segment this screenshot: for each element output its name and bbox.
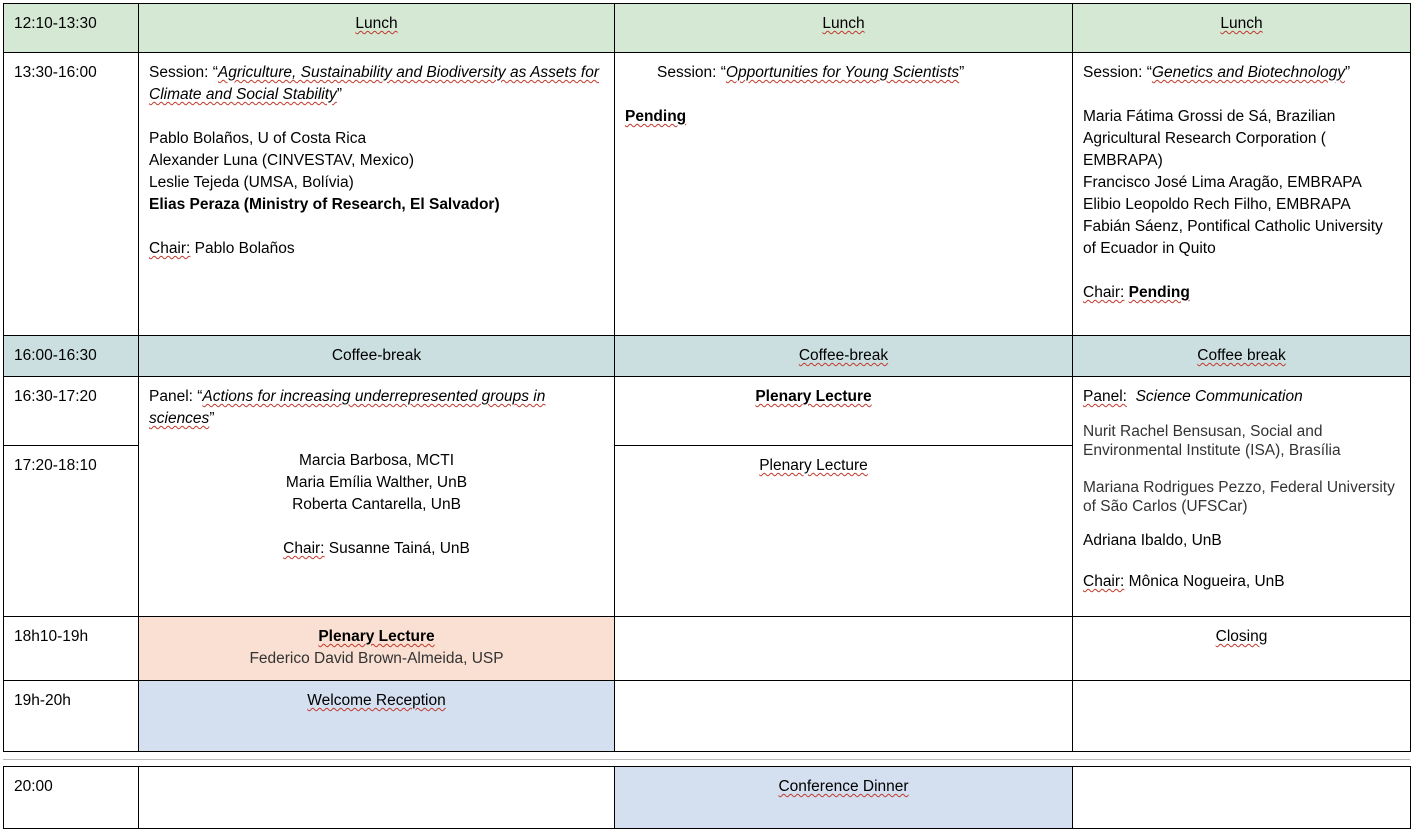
reception-day2-empty — [614, 680, 1073, 752]
panel-chair: Chair: Mônica Nogueira, UnB — [1083, 573, 1285, 590]
panel-heading: Panel: Science Communication — [1083, 388, 1303, 405]
panel-speaker: Adriana Ibaldo, UnB — [1083, 532, 1222, 549]
session-title: Agriculture, Sustainability and Biodiversity as Assets for Climate and Social Stability — [149, 64, 599, 103]
time-reception: 19h-20h — [3, 680, 139, 752]
reception-day3-empty — [1072, 680, 1411, 752]
time-panel: 16:30-17:20 — [3, 376, 139, 446]
lunch-day2 — [614, 3, 1073, 53]
panel-speaker: Roberta Cantarella, UnB — [292, 496, 461, 513]
lunch-label: Lunch — [355, 15, 398, 32]
speaker-highlight: Elias Peraza (Ministry of Research, El Salvador) — [149, 196, 500, 213]
closing-label: Closing — [1215, 628, 1268, 645]
panel-speaker: Maria Emília Walther, UnB — [285, 474, 468, 491]
coffee-day1: Coffee-break — [138, 335, 615, 377]
dinner-day2 — [614, 766, 1073, 829]
plenary-title: Plenary Lecture — [759, 457, 868, 474]
coffee-day3: Coffee break — [1072, 335, 1411, 377]
plenary-title: Plenary Lecture — [318, 628, 435, 645]
session-day2 — [614, 52, 1073, 336]
panel-chair: Chair: Susanne Tainá, UnB — [283, 540, 470, 557]
panel-title: Science Communication — [1135, 388, 1303, 405]
panel-speaker: Mariana Rodrigues Pezzo, Federal University of São Carlos (UFSCar) — [1083, 479, 1395, 515]
speaker: Maria Fátima Grossi de Sá, Brazilian Agricultural Research Corporation ( EMBRAPA) — [1083, 108, 1336, 169]
session-heading: Session: “Agriculture, Sustainability and Biodiversity as Assets for Climate and Social Stability” — [149, 64, 599, 103]
session-heading: Session: “Opportunities for Young Scientists” — [657, 64, 965, 81]
speaker: Leslie Tejeda (UMSA, Bolívia) — [149, 174, 354, 191]
reception-day1 — [138, 680, 615, 752]
table-separator — [3, 759, 1410, 760]
time-coffee: 16:00-16:30 — [3, 335, 139, 377]
speaker: Fabián Sáenz, Pontifical Catholic University of Ecuador in Quito — [1083, 218, 1383, 257]
session-title: Opportunities for Young Scientists — [725, 64, 960, 81]
lunch-label: Lunch — [1220, 15, 1263, 32]
session-title: Genetics and Biotechnology — [1151, 64, 1345, 81]
time-dinner: 20:00 — [3, 766, 139, 829]
panel-day3 — [1072, 376, 1411, 617]
lunch-day1 — [138, 3, 615, 53]
time-late: 17:20-18:10 — [3, 445, 139, 617]
panel-heading: Panel: “Actions for increasing underrepresented groups in sciences” — [149, 388, 546, 427]
plenary-day2-b — [614, 445, 1073, 617]
panel-day1 — [138, 376, 615, 617]
dinner-day1-empty — [138, 766, 615, 829]
panel-speaker: Nurit Rachel Bensusan, Social and Environmental Institute (ISA), Brasília — [1083, 423, 1341, 459]
plenary-day1 — [138, 616, 615, 681]
reception-label: Welcome Reception — [307, 692, 446, 709]
session-chair: Chair: Pending — [1083, 284, 1190, 301]
time-plenary: 18h10-19h — [3, 616, 139, 681]
plenary-day2-a — [614, 376, 1073, 446]
time-session: 13:30-16:00 — [3, 52, 139, 336]
plenary-speaker: Federico David Brown-Almeida, USP — [249, 650, 504, 667]
speaker: Elibio Leopoldo Rech Filho, EMBRAPA — [1083, 196, 1351, 213]
panel-title: Actions for increasing underrepresented groups in sciences — [149, 388, 546, 427]
lunch-day3 — [1072, 3, 1411, 53]
plenary-title: Plenary Lecture — [755, 388, 872, 405]
pending-label: Pending — [625, 108, 687, 125]
speaker: Francisco José Lima Aragão, EMBRAPA — [1083, 174, 1362, 191]
speaker: Pablo Bolaños, U of Costa Rica — [149, 130, 367, 147]
dinner-day3-empty — [1072, 766, 1411, 829]
speaker: Alexander Luna (CINVESTAV, Mexico) — [149, 152, 415, 169]
session-day3 — [1072, 52, 1411, 336]
plenary-day2-empty — [614, 616, 1073, 681]
time-lunch: 12:10-13:30 — [3, 3, 139, 53]
closing-day3 — [1072, 616, 1411, 681]
panel-speaker: Marcia Barbosa, MCTI — [298, 452, 455, 469]
lunch-label: Lunch — [822, 15, 865, 32]
session-heading: Session: “Genetics and Biotechnology” — [1083, 64, 1351, 81]
coffee-day2: Coffee-break — [614, 335, 1073, 377]
dinner-label: Conference Dinner — [778, 778, 909, 795]
session-day1 — [138, 52, 615, 336]
session-chair: Chair: Pablo Bolaños — [149, 240, 295, 257]
